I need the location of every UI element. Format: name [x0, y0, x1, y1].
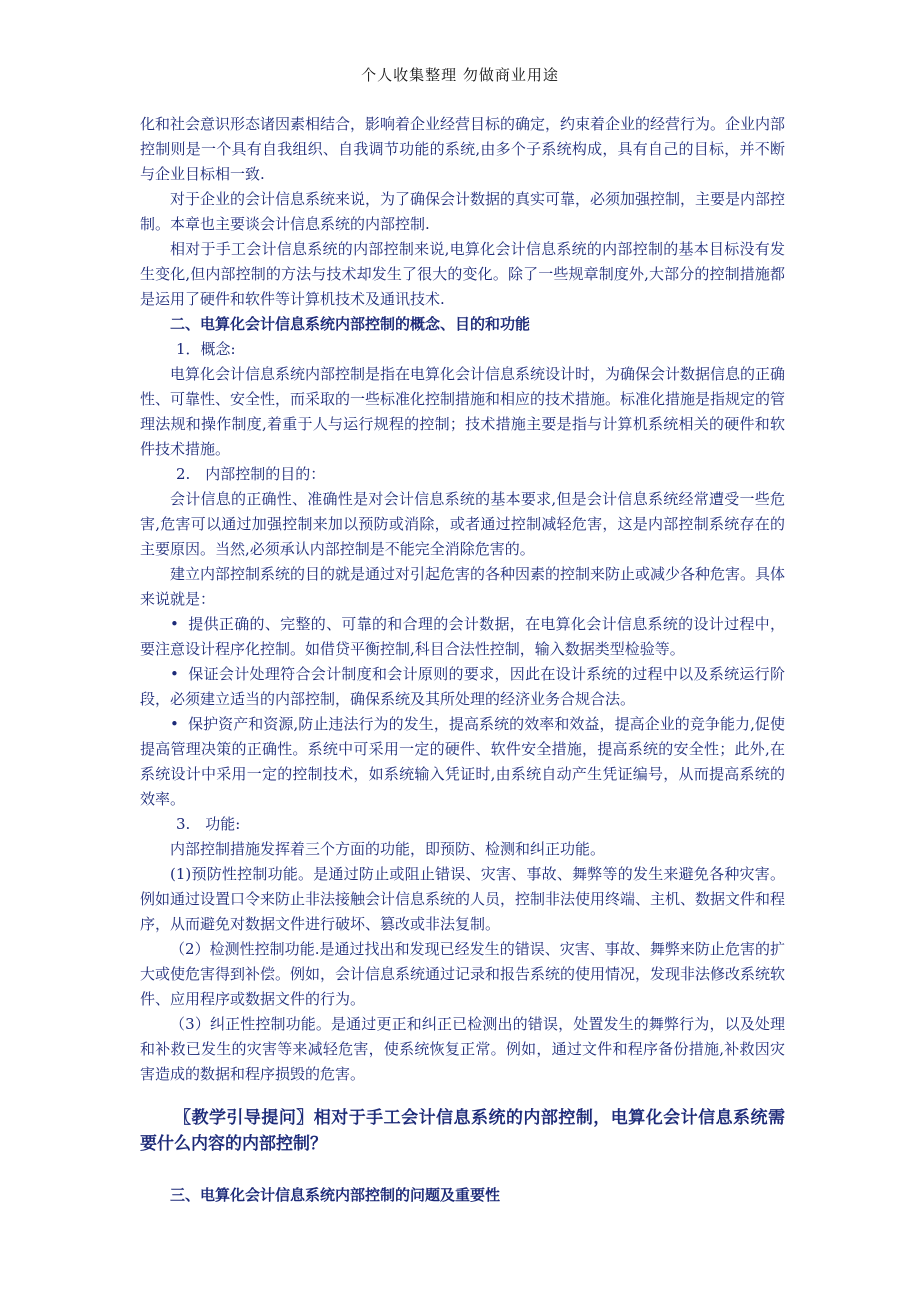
bullet-item: [140, 612, 785, 662]
document-body: [140, 112, 785, 1208]
bullet-text: 提供正确的、完整的、可靠的和合理的会计数据，在电算化会计信息系统的设计过程中，要注意设计程序化控制。如借贷平衡控制,科目合法性控制，输入数据类型检验等。: [140, 615, 785, 658]
paragraph: 化和社会意识形态诸因素相结合，影响着企业经营目标的确定，约束着企业的经营行为。企业内部控制则是一个具有自我组织、自我调节功能的系统,由多个子系统构成，具有自己的目标，并不断与企业目标相一致.: [140, 115, 786, 183]
paragraph: 相对于手工会计信息系统的内部控制来说,电算化会计信息系统的内部控制的基本目标没有发生变化,但内部控制的方法与技术却发生了很大的变化。除了一些规章制度外,大部分的控制措施都是运用了硬件和软件等计算机技术及通讯技术.: [140, 240, 785, 308]
bullet-text: 保证会计处理符合会计制度和会计原则的要求，因此在设计系统的过程中以及系统运行阶段，必须建立适当的内部控制，确保系统及其所处理的经济业务合规合法。: [140, 665, 785, 708]
teaching-guide-question: 〖教学引导提问〗相对于手工会计信息系统的内部控制，电算化会计信息系统需要什么内容的内部控制？: [140, 1108, 785, 1154]
bullet-icon: •: [170, 715, 179, 733]
subsection-label-purpose: 2. 内部控制的目的：: [176, 465, 326, 483]
bullet-item: [140, 662, 785, 712]
paragraph: 电算化会计信息系统内部控制是指在电算化会计信息系统设计时，为确保会计数据信息的正确性、可靠性、安全性，而采取的一些标准化控制措施和相应的技术措施。标准化措施是指规定的管理法规和操作制度,着重于人与运行规程的控制；技术措施主要是指与计算机系统相关的硬件和软件技术措施。: [140, 365, 786, 458]
paragraph: 会计信息的正确性、准确性是对会计信息系统的基本要求,但是会计信息系统经常遭受一些危害,危害可以通过加强控制来加以预防或消除，或者通过控制减轻危害，这是内部控制系统存在的主要原因。当然,必须承认内部控制是不能完全消除危害的。: [140, 490, 785, 558]
subsection-label-function: 3. 功能:: [176, 815, 241, 833]
paragraph: 建立内部控制系统的目的就是通过对引起危害的各种因素的控制来防止或减少各种危害。具体来说就是：: [140, 565, 786, 608]
paragraph: 内部控制措施发挥着三个方面的功能，即预防、检测和纠正功能。: [170, 840, 606, 858]
paragraph: （3）纠正性控制功能。是通过更正和纠正已检测出的错误，处置发生的舞弊行为，以及处理和补救已发生的灾害等来减轻危害，使系统恢复正常。例如，通过文件和程序备份措施,补救因灾害造成的数据和程序损毁的危害。: [140, 1015, 785, 1083]
bullet-text: 保护资产和资源,防止违法行为的发生，提高系统的效率和效益，提高企业的竞争能力,促使提高管理决策的正确性。系统中可采用一定的硬件、软件安全措施，提高系统的安全性；此外,在系统设计中采用一定的控制技术，如系统输入凭证时,由系统自动产生凭证编号，从而提高系统的效率。: [140, 715, 785, 808]
subsection-label-concept: 1．概念:: [176, 340, 236, 358]
spacer: [140, 1087, 785, 1105]
bullet-icon: •: [170, 615, 179, 633]
paragraph: 对于企业的会计信息系统来说，为了确保会计数据的真实可靠，必须加强控制，主要是内部控制。本章也主要谈会计信息系统的内部控制.: [140, 190, 786, 233]
page-header: 个人收集整理 勿做商业用途: [361, 66, 559, 84]
bullet-item: [140, 712, 785, 812]
section-heading-2: 二、电算化会计信息系统内部控制的概念、目的和功能: [170, 315, 531, 333]
spacer: [140, 1157, 785, 1183]
bullet-icon: •: [170, 665, 179, 683]
paragraph: (1)预防性控制功能。是通过防止或阻止错误、灾害、事故、舞弊等的发生来避免各种灾害。例如通过设置口令来防止非法接触会计信息系统的人员，控制非法使用终端、主机、数据文件和程序，从而避免对数据文件进行破坏、篡改或非法复制。: [140, 865, 786, 933]
section-heading-3: 三、电算化会计信息系统内部控制的问题及重要性: [170, 1186, 501, 1204]
paragraph: （2）检测性控制功能.是通过找出和发现已经发生的错误、灾害、事故、舞弊来防止危害的扩大或使危害得到补偿。例如，会计信息系统通过记录和报告系统的使用情况，发现非法修改系统软件、应用程序或数据文件的行为。: [140, 940, 786, 1008]
